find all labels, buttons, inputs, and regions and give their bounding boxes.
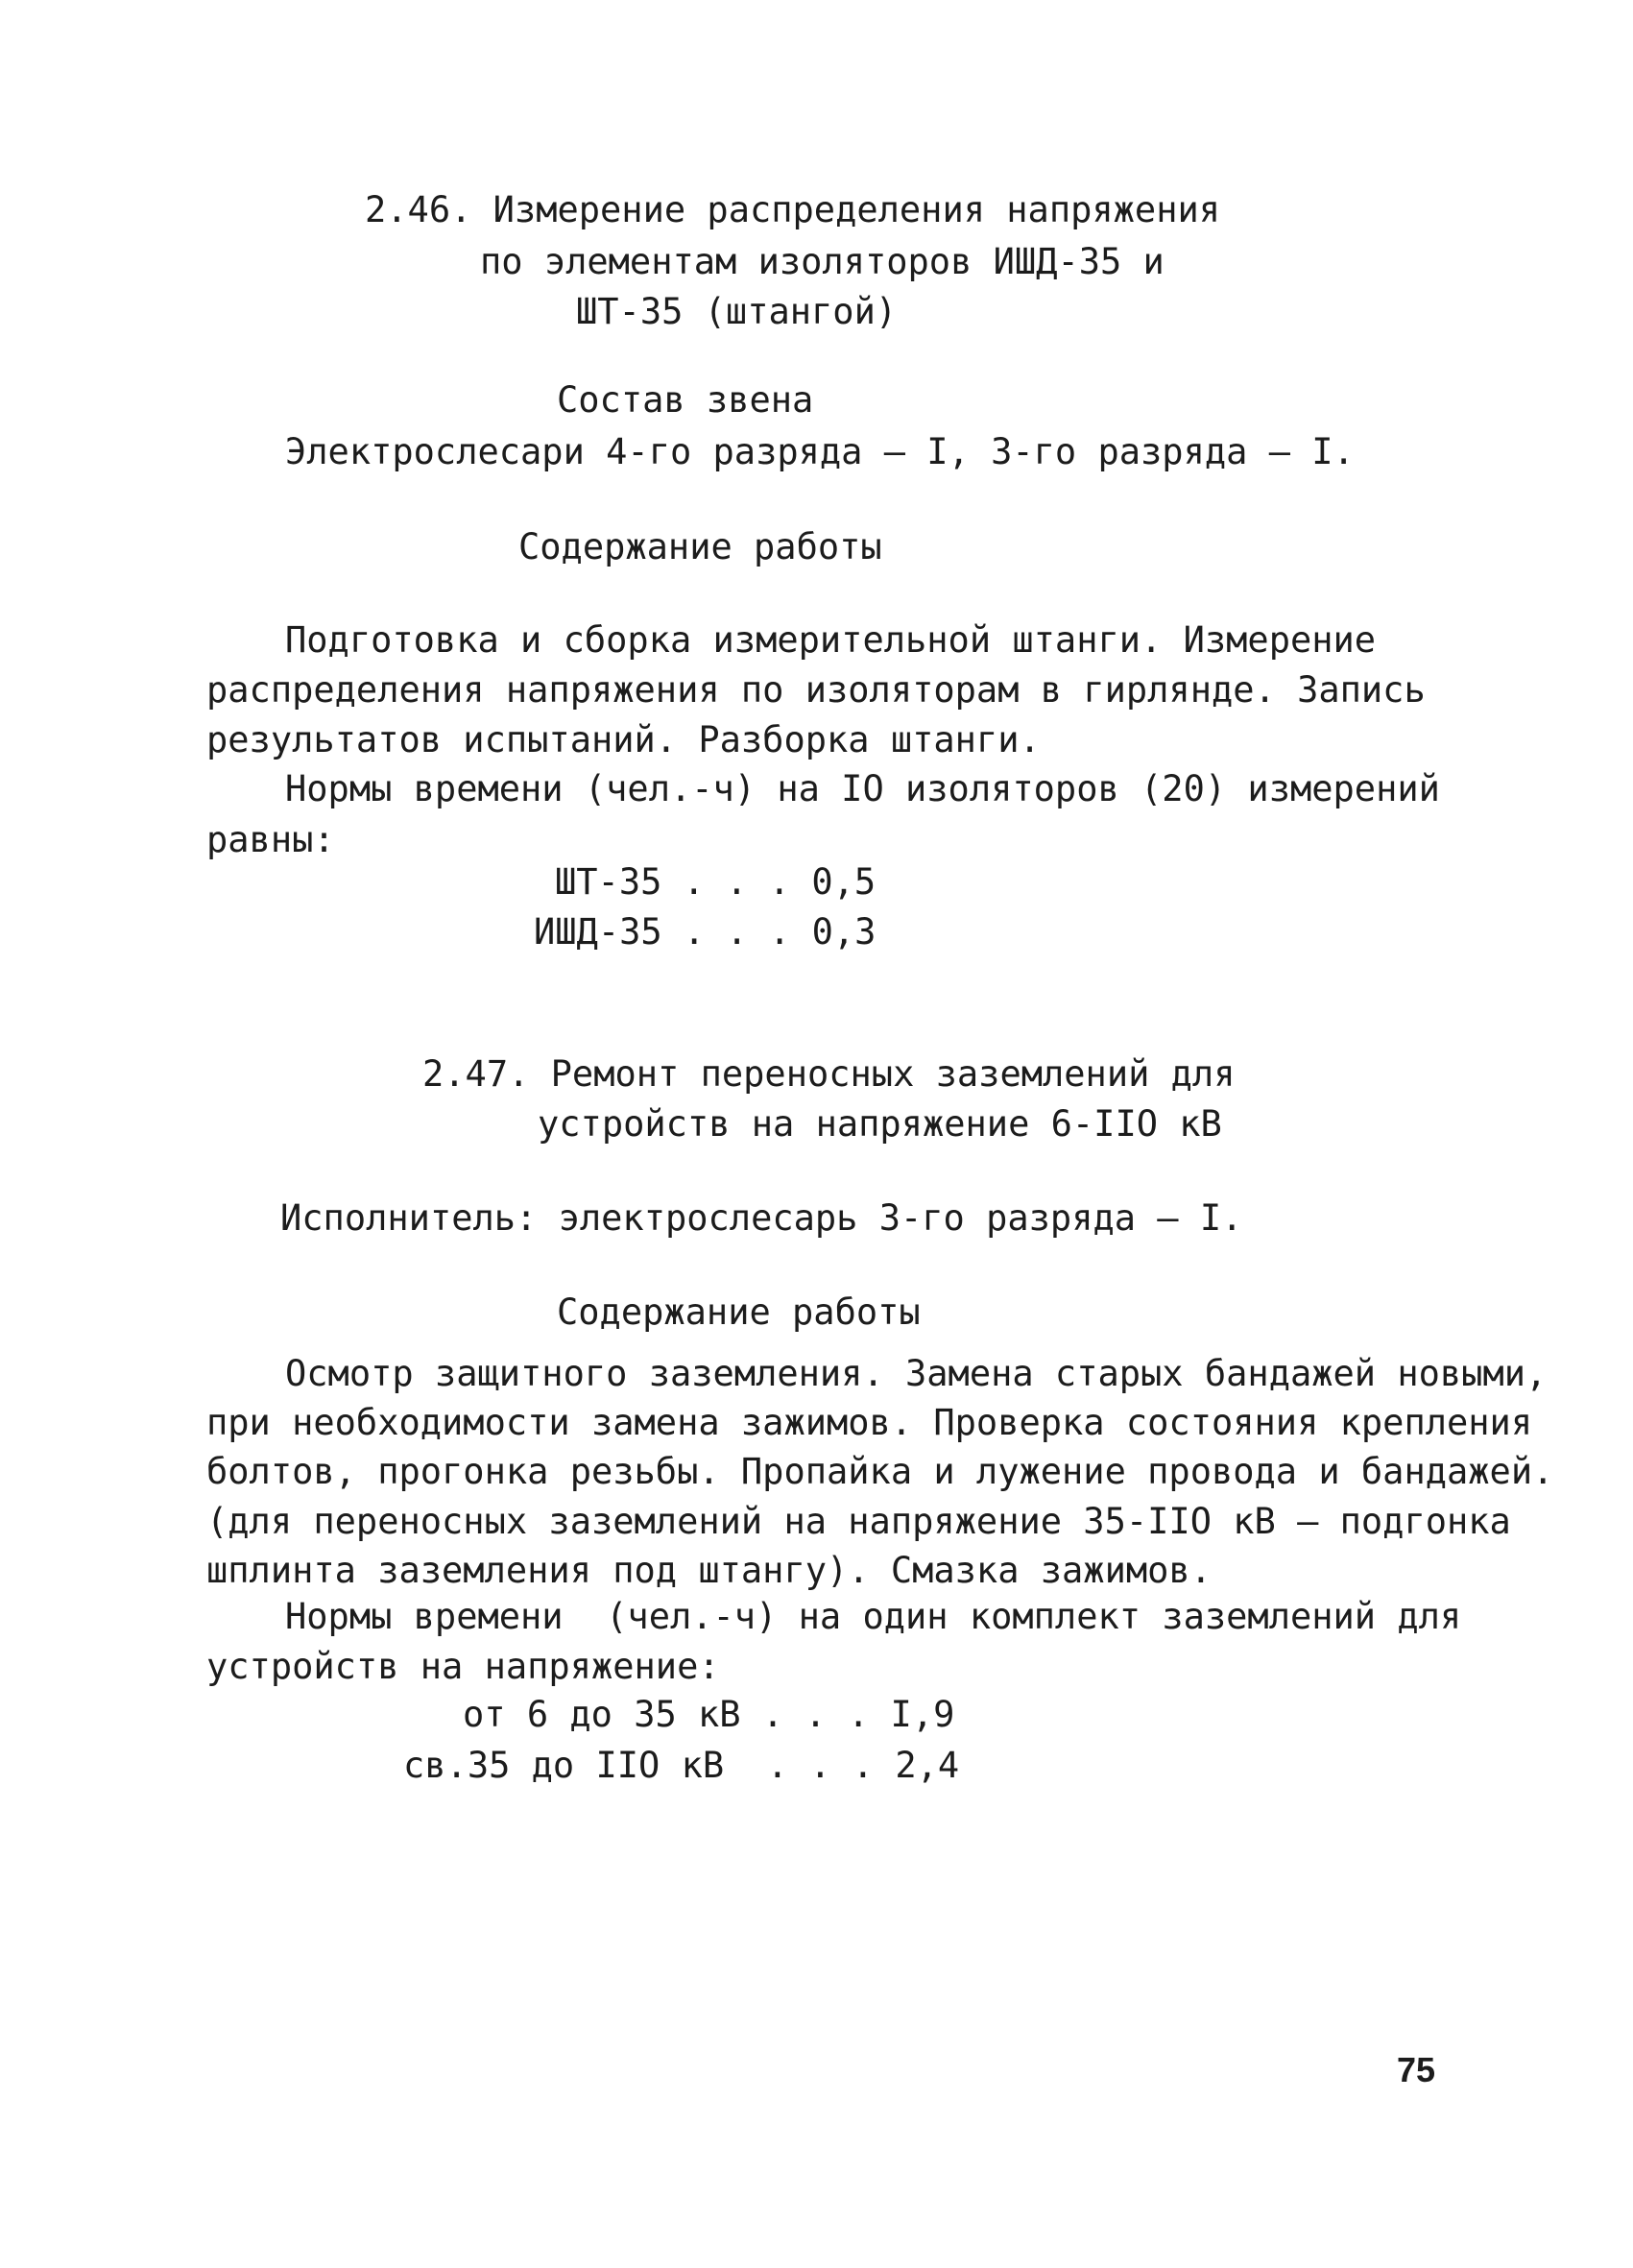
norm-dots: . . . (761, 1694, 870, 1735)
norm-value: 0,3 (811, 911, 877, 953)
work-text-2-47-line-4: (для переносных заземлений на напряжение 35-IIO кВ – подгонка (206, 1501, 1511, 1542)
section-2-47-title-line-1: 2.47. Ремонт переносных заземлений для (422, 1053, 1236, 1095)
work-heading-2-46: Содержание работы (518, 526, 882, 567)
norm-value: 0,5 (811, 861, 877, 903)
norm-text-2-46-line-1: Нормы времени (чел.-ч) на IO изоляторов (20) измерений (285, 768, 1440, 809)
section-2-47-title-line-2: устройств на напряжение 6-IIO кВ (538, 1103, 1222, 1145)
norm-dots: . . . (683, 861, 791, 903)
norm-label: ИШД-35 (534, 911, 662, 953)
norm-dots: . . . (683, 911, 791, 953)
work-text-2-46-line-3: результатов испытаний. Разборка штанги. (206, 719, 1041, 760)
work-text-2-46-line-2: распределения напряжения по изоляторам в гирлянде. Запись (206, 669, 1426, 711)
section-2-46-title-line-2: по элементам изоляторов ИШД-35 и (480, 241, 1165, 282)
norm-dots: . . . (745, 1745, 875, 1786)
work-text-2-46-line-1: Подготовка и сборка измерительной штанги. Измерение (285, 619, 1377, 661)
norm-row (534, 911, 877, 953)
work-text-2-47-line-5: шплинта заземления под штангу). Смазка зажимов. (206, 1550, 1212, 1591)
page-number: 75 (1397, 2050, 1436, 2089)
work-text-2-47-line-3: болтов, прогонка резьбы. Пропайка и лужение провода и бандажей. (206, 1451, 1554, 1492)
norm-text-2-46-line-2: равны: (206, 819, 335, 860)
work-text-2-47-line-2: при необходимости замена зажимов. Проверка состояния крепления (206, 1402, 1533, 1443)
norm-value: I,9 (890, 1694, 955, 1735)
norm-value: 2,4 (895, 1745, 960, 1786)
norm-label: св.35 до IIO кВ (403, 1745, 725, 1786)
section-2-46-title-line-3: ШТ-35 (штангой) (576, 291, 898, 332)
section-2-46-title-line-1: 2.46. Измерение распределения напряжения (365, 189, 1221, 230)
work-heading-2-47: Содержание работы (557, 1291, 921, 1333)
norm-label: ШТ-35 (555, 861, 662, 903)
norm-row (463, 1694, 955, 1735)
norm-label: от 6 до 35 кВ (463, 1694, 741, 1735)
norm-row (555, 861, 877, 903)
executor-text: Исполнитель: электрослесарь 3-го разряда – I. (280, 1197, 1243, 1239)
crew-heading: Состав звена (557, 379, 814, 421)
crew-text: Электрослесари 4-го разряда – I, 3-го разряда – I. (285, 431, 1355, 472)
norm-text-2-47-line-1: Нормы времени (чел.-ч) на один комплект заземлений для (285, 1596, 1462, 1637)
norm-text-2-47-line-2: устройств на напряжение: (206, 1646, 720, 1687)
work-text-2-47-line-1: Осмотр защитного заземления. Замена старых бандажей новыми, (285, 1353, 1548, 1394)
norm-row (403, 1745, 960, 1786)
